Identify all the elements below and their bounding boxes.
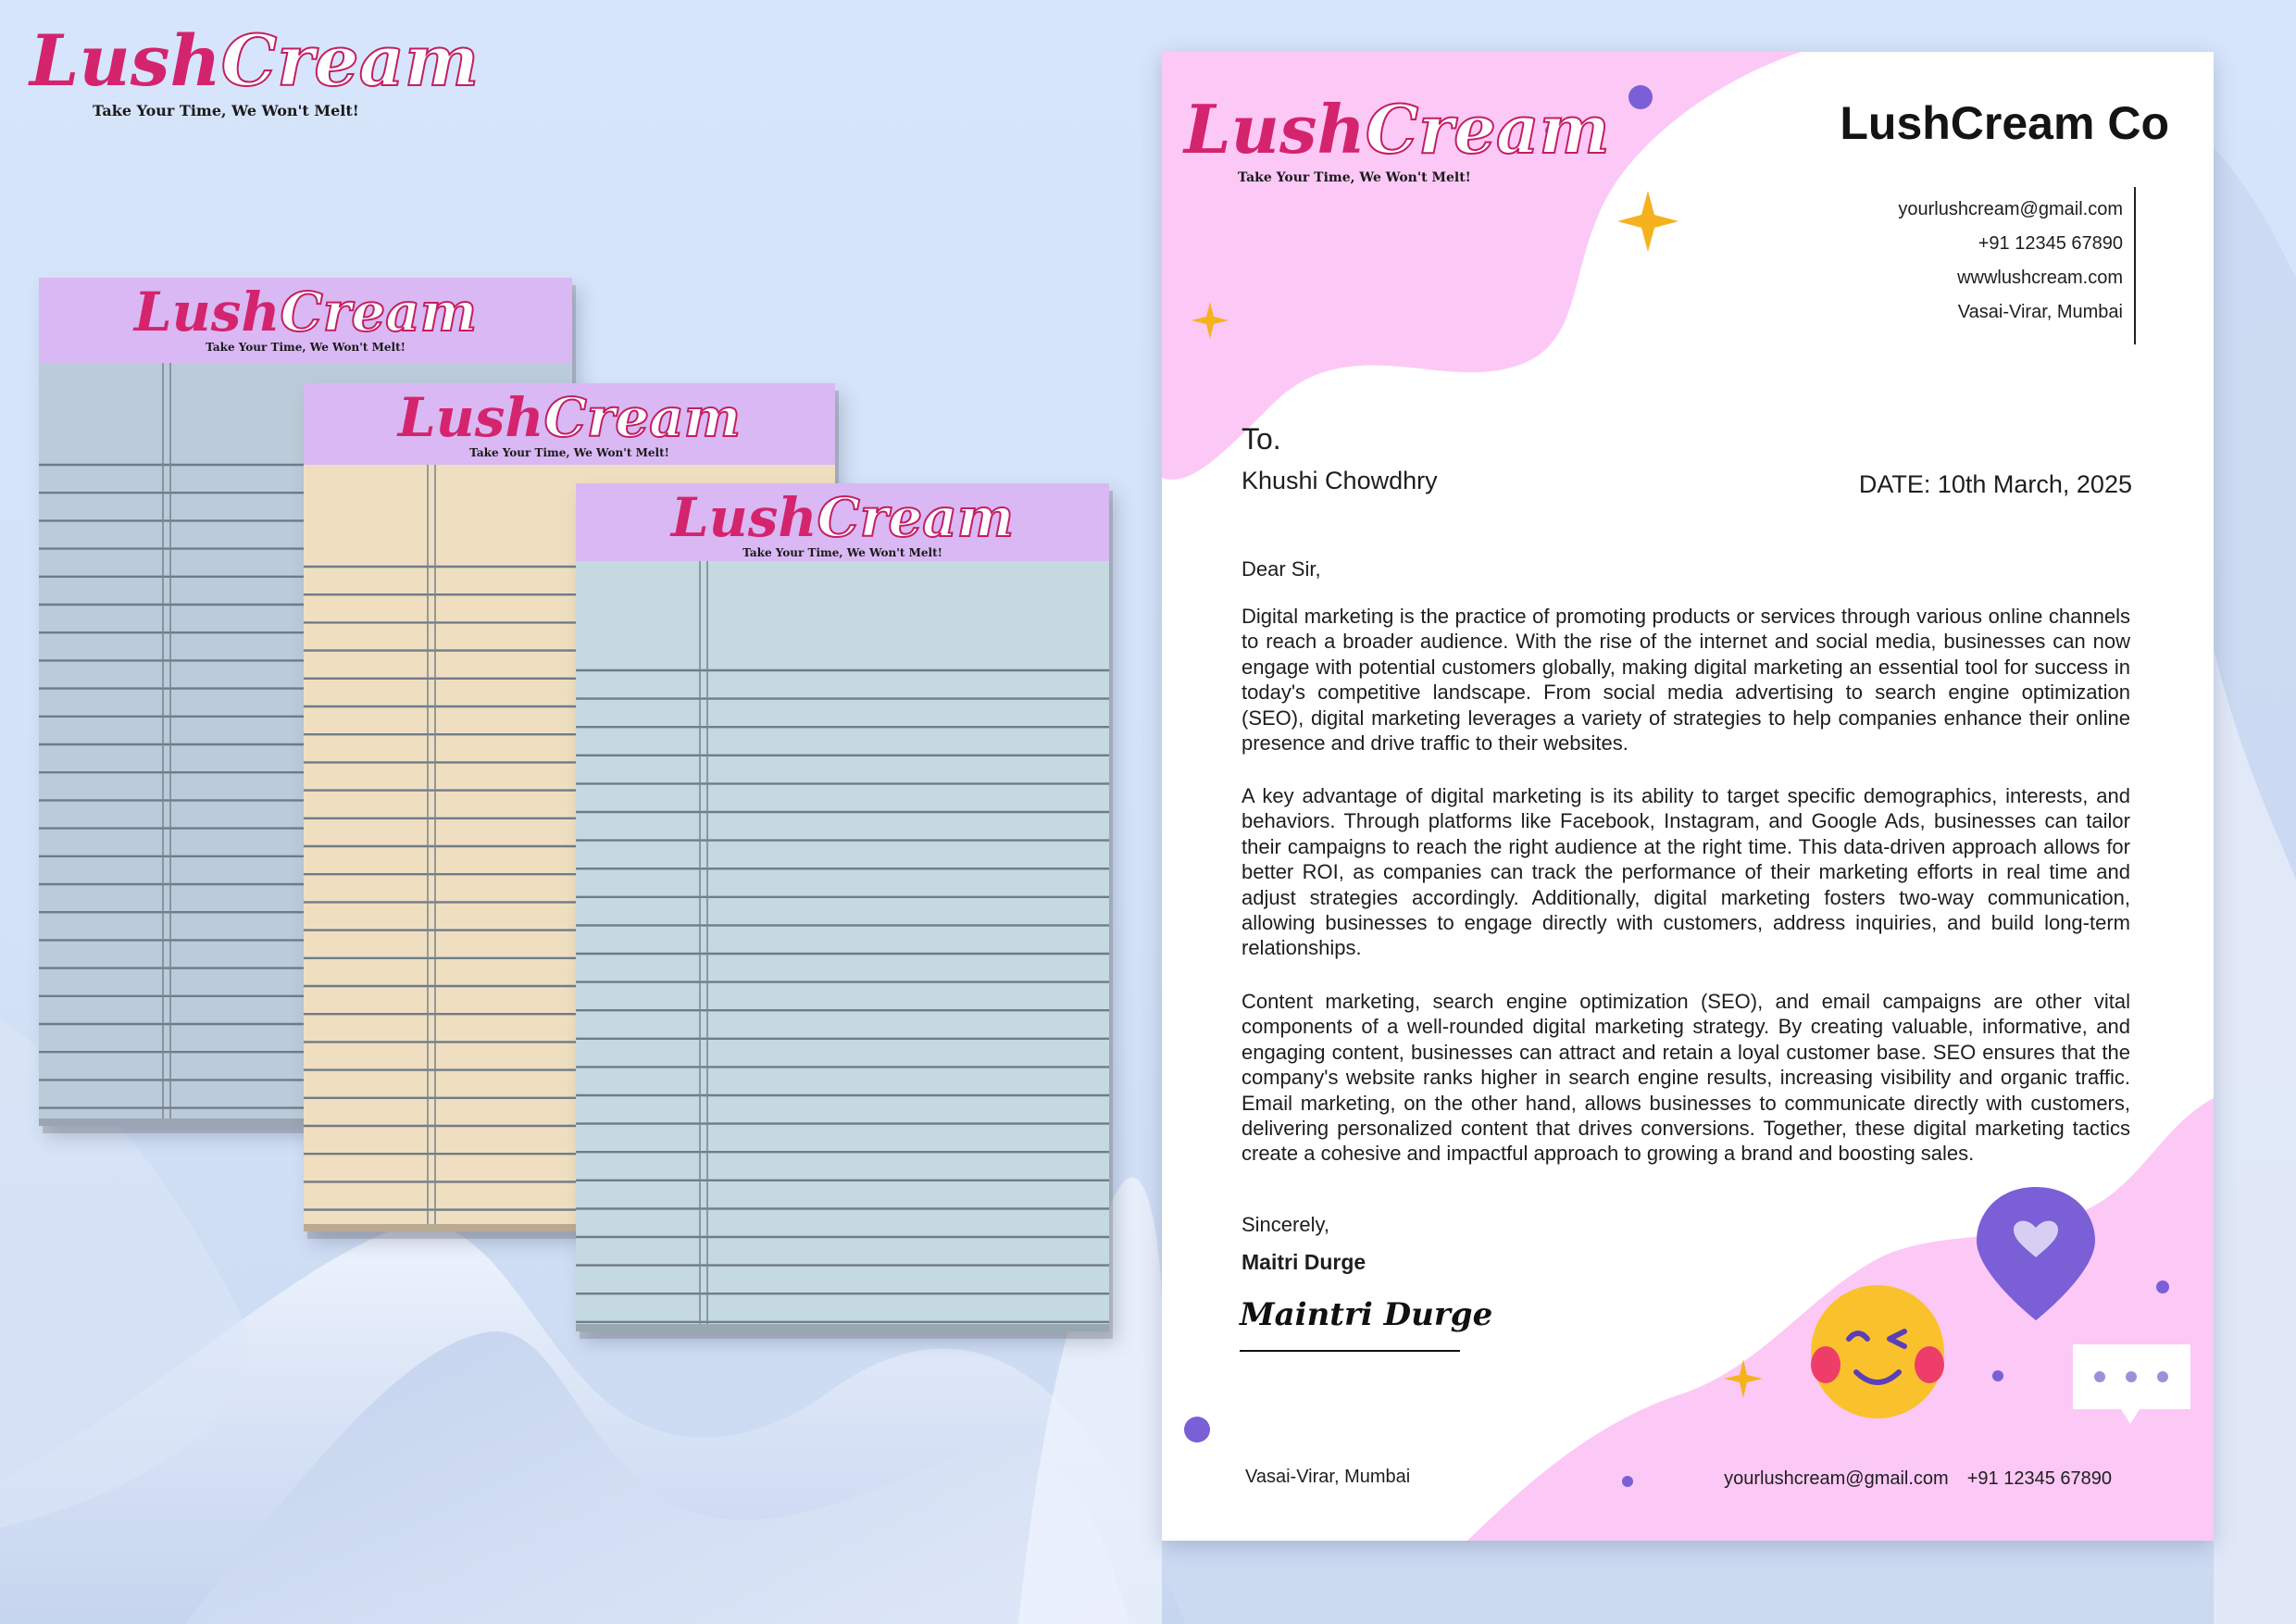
closing: Sincerely, xyxy=(1242,1213,1329,1236)
logo-tagline: Take Your Time, We Won't Melt! xyxy=(93,102,359,119)
contact-block xyxy=(1898,193,2123,330)
logo-wordmark: LushCream xyxy=(1184,90,1610,169)
notepad-tagline: Take Your Time, We Won't Melt! xyxy=(469,446,669,459)
ruled-lines xyxy=(576,561,1109,1331)
body-paragraph: Content marketing, search engine optimization (SEO), and email campaigns are other vital components of a well-rounded digital marketing strategy. By creating valuable, informative, and engaging content, businesses can attract and retain a loyal customer base. SEO ensures that the company's website ranks higher in search engine results, increasing visibility and organic traffic. Email marketing, on the other hand, allows businesses to communicate directly with customers, delivering personalized content that drives conversions. Together, these digital marketing tactics create a cohesive and impactful approach to growing a brand and boosting sales. xyxy=(1242,990,2130,1166)
notepad-logo: LushCream xyxy=(133,281,478,344)
contact-divider xyxy=(2134,187,2136,344)
company-name: LushCream Co xyxy=(1840,97,2169,149)
contact-address: Vasai-Virar, Mumbai xyxy=(1957,302,2123,322)
letterhead-page xyxy=(1162,52,2214,1541)
notepad-tagline: Take Your Time, We Won't Melt! xyxy=(742,546,942,559)
contact-email: yourlushcream@gmail.com xyxy=(1898,199,2123,219)
to-label: To. xyxy=(1242,422,1281,456)
body-paragraph: Digital marketing is the practice of promoting products or services through various online channels to reach a broader audience. With the rise of the internet and social media, businesses can now engage with potential customers globally, making digital marketing an essential tool for success in today's competitive landscape. From social media advertising to search engine optimization (SEO), digital marketing leverages a variety of strategies to help companies enhance their online presence and drive traffic to their websites. xyxy=(1242,605,2130,756)
notepad-logo: LushCream xyxy=(397,386,742,449)
sender-name: Maitri Durge xyxy=(1242,1250,1366,1274)
logo-tagline: Take Your Time, We Won't Melt! xyxy=(1238,170,1471,185)
smiley-icon xyxy=(1811,1285,1944,1418)
notepad-logo: LushCream xyxy=(670,486,1015,549)
contact-phone: +91 12345 67890 xyxy=(1978,233,2123,254)
notepad-tagline: Take Your Time, We Won't Melt! xyxy=(206,341,406,354)
signature-line xyxy=(1240,1350,1460,1352)
logo-wordmark: LushCream xyxy=(30,19,480,102)
footer-email: yourlushcream@gmail.com xyxy=(1724,1468,1949,1489)
letterhead-logo xyxy=(1184,90,1610,185)
body-paragraph: A key advantage of digital marketing is its ability to target specific demographics, interests, and behaviors. Through platforms like Facebook, Instagram, and Google Ads, businesses can tailor their campaigns to reach the right audience at the right time. This data-driven approach allows for better ROI, as companies can track the performance of their marketing efforts in real time and adjust strategies accordingly. Additionally, digital marketing fosters two-way communication, allowing businesses to engage directly with customers, address inquiries, and build long-term relationships. xyxy=(1242,784,2130,960)
footer-contact xyxy=(1705,1468,2112,1490)
notepad-header xyxy=(39,278,572,363)
sparkle-icon xyxy=(1617,191,1678,252)
contact-website: wwwlushcream.com xyxy=(1957,268,2123,288)
greeting: Dear Sir, xyxy=(1242,557,1321,581)
notepad-header xyxy=(576,483,1109,561)
notepad-blue-green xyxy=(576,483,1109,1331)
footer-phone: +91 12345 67890 xyxy=(1966,1468,2112,1489)
footer-address: Vasai-Virar, Mumbai xyxy=(1245,1467,1411,1487)
corner-brand-logo xyxy=(30,19,480,119)
signature: Maintri Durge xyxy=(1240,1296,1493,1333)
pad-edge xyxy=(576,1324,1109,1331)
letter-date: DATE: 10th March, 2025 xyxy=(1858,470,2132,498)
recipient-name: Khushi Chowdhry xyxy=(1242,467,1438,494)
notepad-header xyxy=(304,383,835,465)
